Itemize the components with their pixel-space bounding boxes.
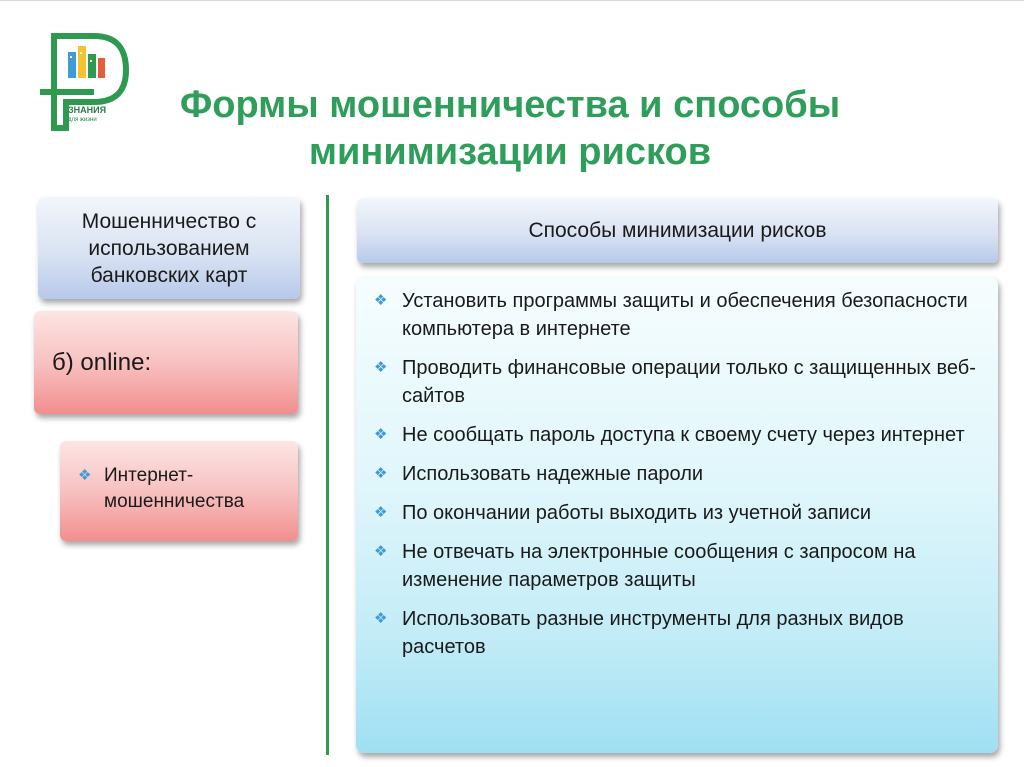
right-header-text: Способы минимизации рисков	[528, 218, 827, 242]
list-item	[374, 460, 984, 488]
list-item-text: Использовать разные инструменты для разных видов расчетов	[402, 608, 904, 658]
diamond-bullet-icon: ❖	[374, 504, 388, 521]
list-item-text: Проводить финансовые операции только с защищенных веб-сайтов	[402, 357, 976, 407]
diamond-bullet-icon: ❖	[374, 610, 388, 627]
list-item	[374, 354, 984, 410]
list-item-text: Использовать надежные пароли	[402, 463, 704, 485]
list-item-text: По окончании работы выходить из учетной записи	[402, 502, 872, 524]
page-title	[130, 82, 890, 176]
list-item-text: Не отвечать на электронные сообщения с запросом на изменение параметров защиты	[402, 541, 916, 591]
internet-fraud-text: Интернет-мошенничества	[104, 465, 245, 512]
list-item	[374, 499, 984, 527]
vertical-divider	[326, 195, 329, 755]
list-item	[374, 538, 984, 594]
internet-fraud-box	[60, 441, 298, 541]
znaniya-logo	[34, 28, 134, 132]
title-line-2: минимизации рисков	[308, 131, 712, 173]
list-item	[374, 287, 984, 343]
online-category-box	[34, 311, 298, 414]
left-header-box	[38, 197, 300, 299]
list-item-text: Не сообщать пароль доступа к своему счету через интернет	[402, 424, 965, 446]
top-frame-line	[0, 0, 1024, 1]
list-item	[374, 605, 984, 661]
title-line-1: Формы мошенничества и способы	[179, 84, 841, 126]
risk-methods-list	[356, 277, 998, 753]
list-item	[374, 421, 984, 449]
left-header-text: Мошенничество с использованием банковских карт	[81, 209, 257, 287]
diamond-bullet-icon: ❖	[78, 467, 92, 484]
diamond-bullet-icon: ❖	[374, 426, 388, 443]
diamond-bullet-icon: ❖	[374, 543, 388, 560]
diamond-bullet-icon: ❖	[374, 359, 388, 376]
diamond-bullet-icon: ❖	[374, 292, 388, 309]
online-category-text: б) online:	[52, 348, 152, 376]
list-item-text: Установить программы защиты и обеспечения безопасности компьютера в интернете	[402, 290, 968, 340]
logo-text: ЗНАНИЯ для жизни	[68, 105, 107, 123]
diamond-bullet-icon: ❖	[374, 465, 388, 482]
right-header-box	[357, 198, 998, 263]
